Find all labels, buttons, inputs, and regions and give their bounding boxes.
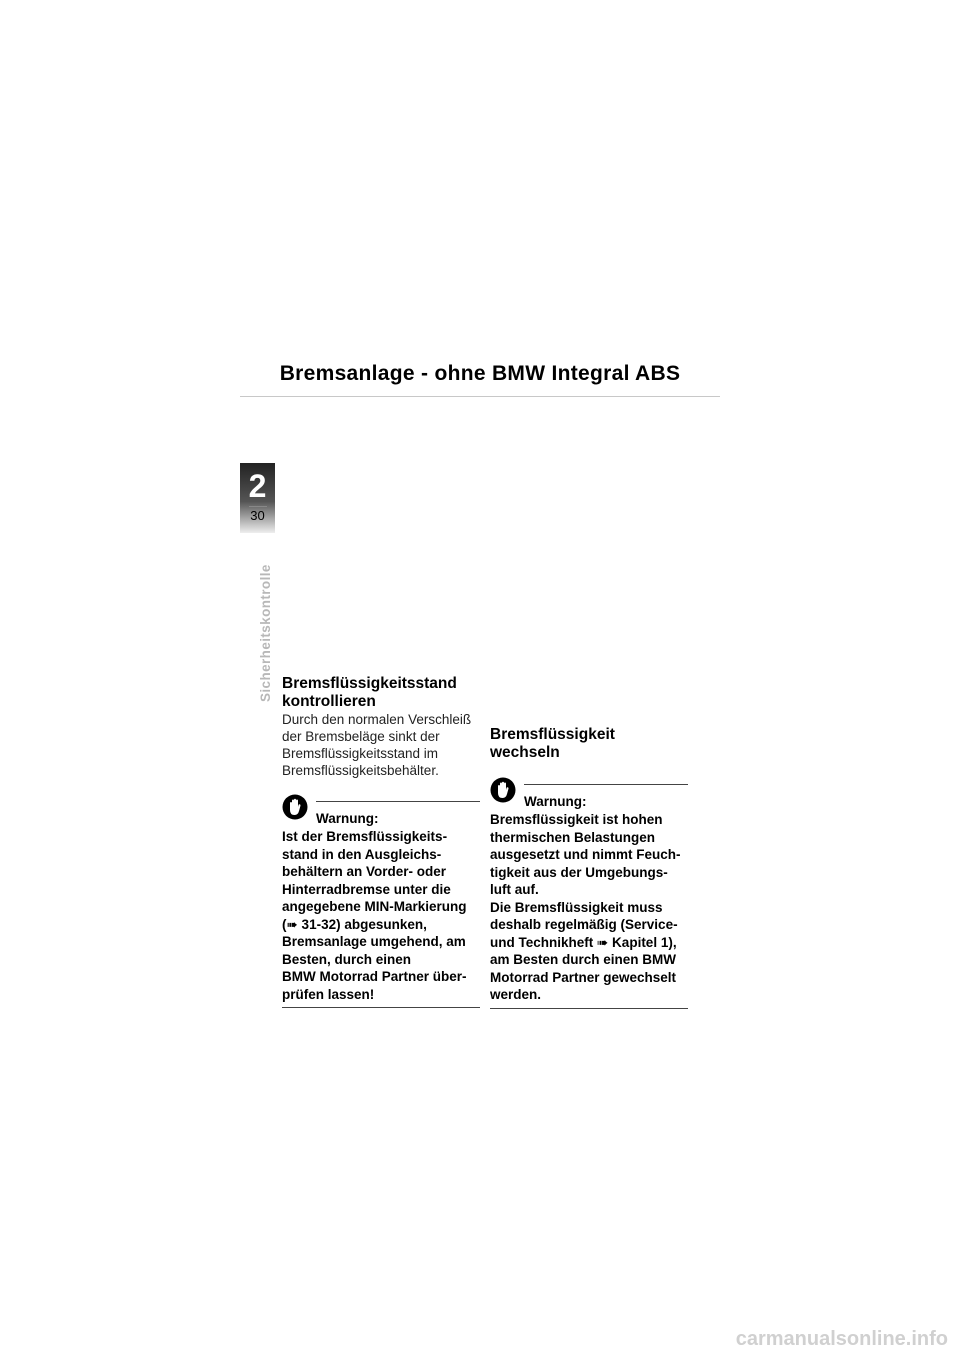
- right-column: [490, 726, 690, 762]
- warning-text-check: Ist der Bremsflüssigkeits- stand in den Ausgleichs- behältern an Vorder- oder Hinterradbremse unter die angegebene MIN-Markierung (➠ 31-32) abgesunken, Bremsanlage umgehend, am Besten, durch einen BMW Motorrad Partner über- prüfen lassen!: [282, 829, 467, 1002]
- title-divider: [240, 396, 720, 397]
- warning-block-change: [490, 777, 688, 1009]
- section-heading-check: Bremsflüssigkeitsstand kontrollieren: [282, 675, 457, 710]
- section-body-check: Durch den normalen Verschleiß der Bremsbeläge sinkt der Bremsflüssigkeitsstand im Bremsflüssigkeitsbehälter.: [282, 712, 472, 778]
- warning-rule-bottom: [490, 1008, 688, 1009]
- footer-watermark[interactable]: carmanualsonline.info: [735, 1328, 948, 1350]
- section-heading-change: Bremsflüssigkeit wechseln: [490, 726, 615, 761]
- warning-rule-top: [524, 784, 688, 785]
- chapter-side-label: Sicherheitskontrolle: [258, 564, 273, 702]
- chapter-number: 2: [248, 468, 267, 504]
- warning-block-check: [282, 794, 480, 1008]
- hand-stop-icon: [490, 777, 516, 803]
- page-number: 30: [250, 508, 265, 523]
- warning-text-change: Bremsflüssigkeit ist hohen thermischen Belastungen ausgesetzt und nimmt Feuch- tigkeit aus der Umgebungs- luft auf. Die Bremsflüssigkeit muss deshalb regelmäßig (Service- und Technikheft ➠ Kapitel 1), am Besten durch einen BMW Motorrad Partner gewechselt werden.: [490, 812, 681, 1002]
- warning-label: Warnung:: [524, 794, 587, 809]
- warning-rule-bottom: [282, 1007, 480, 1008]
- warning-rule-top: [316, 801, 480, 802]
- warning-label: Warnung:: [316, 811, 379, 826]
- left-column: [282, 675, 482, 779]
- hand-stop-icon: [282, 794, 308, 820]
- page-title: Bremsanlage - ohne BMW Integral ABS: [279, 362, 681, 385]
- chapter-divider: [249, 506, 267, 507]
